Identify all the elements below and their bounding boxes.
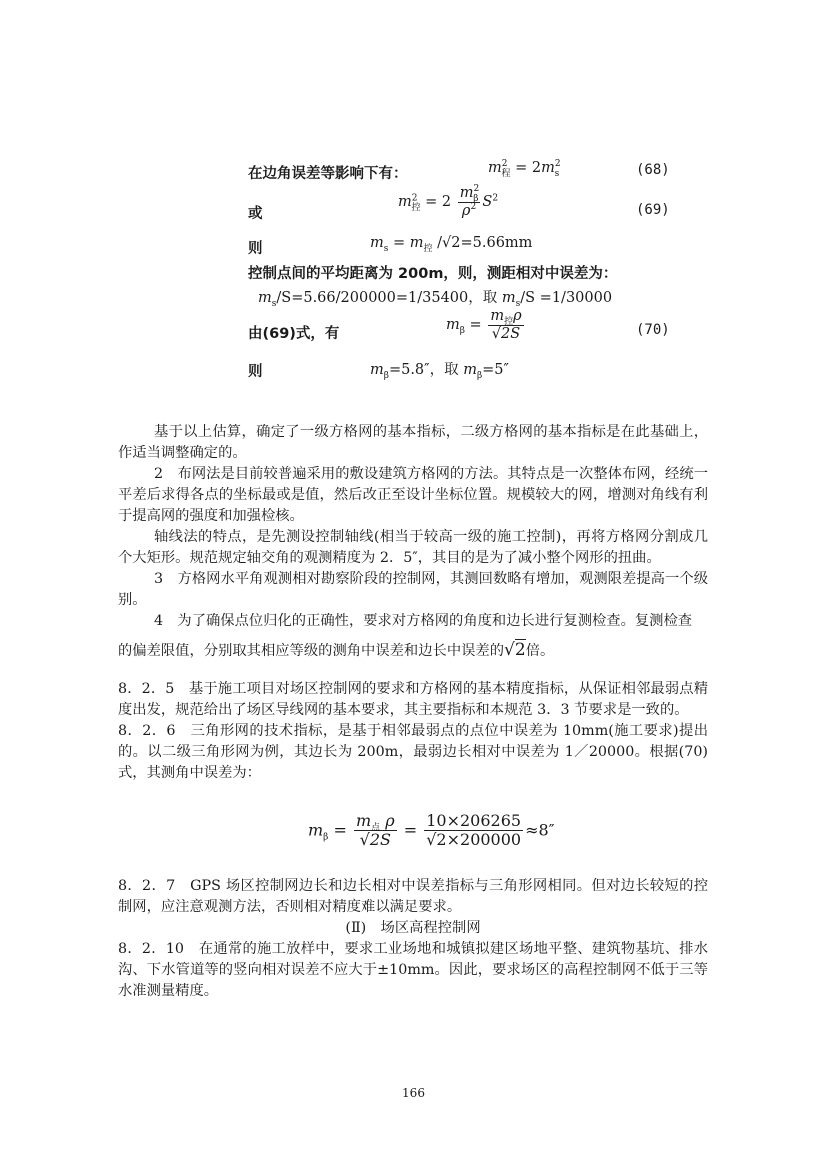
paragraph-8-2-6: 8．2．6 三角形网的技术指标，是基于相邻最弱点的点位中误差为 10mm(施工要求)提出的。以二级三角形网为例，其边长为 200m，最弱边长相对中误差为 1／20000。根据(70)式，其测角中误差为： bbox=[118, 723, 708, 781]
body-block-3 bbox=[118, 876, 708, 1002]
big-result: ≈8″ bbox=[525, 820, 555, 840]
eq70-expression: $m_\beta$ = $\frac{m_控\rho}{√2S}$ bbox=[446, 308, 522, 342]
paragraph-8-2-7: 8．2．7 GPS 场区控制网边长和边长相对中误差指标与三角形网相同。但对边长较短的控制网，应注意观测方法，否则相对精度难以满足要求。 bbox=[118, 878, 708, 915]
ms-value: =5.66mm bbox=[460, 235, 533, 251]
then-label-2: 则 bbox=[248, 364, 263, 380]
mbeta-val-1: =5.8″，取 bbox=[388, 362, 464, 378]
eq68-label: 在边角误差等影响下有： bbox=[248, 166, 408, 182]
paragraph-1: 基于以上估算，确定了一级方格网的基本指标，二级方格网的基本指标是在此基础上，作适当调整确定的。 bbox=[118, 424, 708, 461]
eq69-number: (69) bbox=[636, 202, 670, 218]
body-block-1 bbox=[118, 422, 708, 662]
ratio-part-1: /S=5.66/200000=1/35400，取 bbox=[276, 290, 502, 306]
body-block-2 bbox=[118, 679, 708, 784]
paragraph-2: 2 布网法是目前较普遍采用的敷设建筑方格网的方法。其特点是一次整体布网，经统一平差后求得各点的坐标最或是值，然后改正至设计坐标位置。规模较大的网，增测对角线有利于提高网的强度和加强检核。 bbox=[118, 466, 708, 524]
eq68-number: (68) bbox=[636, 162, 670, 178]
eq70-label: 由(69)式，有 bbox=[248, 326, 340, 342]
ratio-expression: $m_s/S=5.66/200000=1/35400$，取 $m_s/S =1/30000$ bbox=[258, 290, 613, 309]
sqrt-two: √2 bbox=[504, 640, 526, 660]
ratio-part-2: /S =1/30000 bbox=[520, 290, 613, 306]
paragraph-5a: 4 为了确保点位归化的正确性，要求对方格网的角度和边长进行复测检查。复测检查 bbox=[154, 613, 693, 629]
paragraph-8-2-5: 8．2．5 基于施工项目对场区控制网的要求和方格网的基本精度指标，从保证相邻最弱点精度出发，规范给出了场区导线网的基本要求，其主要指标和本规范 3．3 节要求是一致的。 bbox=[118, 681, 708, 718]
mbeta-val-2: =5″ bbox=[482, 362, 509, 378]
eq68-expression: $m^2_程 = 2m^2_s$ bbox=[488, 159, 561, 179]
distance-text: 控制点间的平均距离为 200m，则，测距相对中误差为： bbox=[248, 266, 618, 282]
section-heading: (Ⅱ) 场区高程控制网 bbox=[345, 920, 481, 936]
then-label-1: 则 bbox=[248, 241, 263, 257]
mbeta-result: $m_\beta=5.8''$，取 $m_\beta=5''$ bbox=[370, 362, 509, 381]
mbeta-equation: $m_\beta$ = $\frac{m_点 \rho}{√2S}$ = $\frac{10\times 206265}{√2\times 200000}$ ≈8″ bbox=[308, 811, 555, 850]
page-number: 166 bbox=[402, 1086, 425, 1100]
paragraph-5b-text: 的偏差限值，分别取其相应等级的测角中误差和边长中误差的 bbox=[118, 643, 505, 659]
eq70-number: (70) bbox=[636, 322, 670, 338]
eq69-label: 或 bbox=[248, 206, 263, 222]
eq69-expression: $m^2_控 = 2$ $\frac{m^2_\beta}{\rho^2}$ $S^2$ bbox=[398, 184, 499, 219]
big-numerator: 10×206265 bbox=[426, 811, 522, 830]
paragraph-3: 轴线法的特点，是先测设控制轴线(相当于较高一级的施工控制)，再将方格网分割成几个大矩形。规范规定轴交角的观测精度为 2．5″，其目的是为了减小整个网形的扭曲。 bbox=[118, 529, 708, 566]
paragraph-4: 3 方格网水平角观测相对勘察阶段的控制网，其测回数略有增加，观测限差提高一个级别。 bbox=[118, 571, 708, 608]
paragraph-8-2-10: 8．2．10 在通常的施工放样中，要求工业场地和城镇拟建区场地平整、建筑物基坑、排水沟、下水管道等的竖向相对误差不应大于±10mm。因此，要求场区的高程控制网不低于三等水准测量精度。 bbox=[118, 941, 708, 999]
big-denominator: 2×200000 bbox=[436, 830, 522, 850]
paragraph-5b bbox=[118, 640, 708, 662]
ms-expression: $m_s = m_控$ /√2=5.66mm bbox=[370, 235, 533, 254]
paragraph-5c-text: 倍。 bbox=[525, 643, 555, 659]
